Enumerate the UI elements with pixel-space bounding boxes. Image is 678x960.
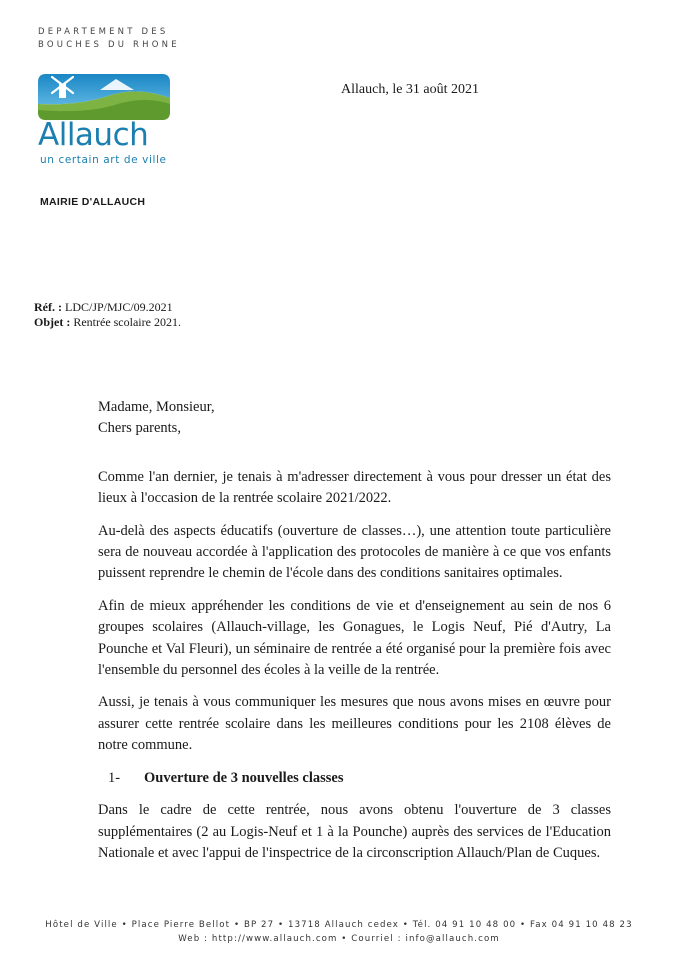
logo-tagline: un certain art de ville — [40, 154, 167, 166]
section-heading-1 — [108, 768, 611, 789]
footer-contact: Web : http://www.allauch.com • Courriel : info@allauch.com — [178, 934, 500, 944]
reference-block — [34, 300, 181, 330]
ref-label: Réf. : — [34, 300, 62, 314]
department-line-2: BOUCHES DU RHONE — [38, 40, 180, 50]
logo-wordmark: Allauch — [38, 117, 149, 153]
ref-value: LDC/JP/MJC/09.2021 — [61, 300, 173, 314]
reference-line — [34, 300, 181, 315]
allauch-logo-icon — [38, 74, 170, 120]
paragraph-2: Au-delà des aspects éducatifs (ouverture de classes…), une attention toute particulière sera de nouveau accordée à l'application des protocoles de manière à ce que vos enfants puissent reprendre le chemin de l'école dans des conditions sanitaires optimales. — [98, 522, 611, 582]
department-line-1: DEPARTEMENT DES — [38, 27, 169, 37]
object-line — [34, 315, 181, 330]
greeting-line-1: Madame, Monsieur, — [98, 399, 215, 415]
department-header — [38, 26, 180, 52]
greeting — [98, 397, 611, 440]
mairie-label: MAIRIE D'ALLAUCH — [40, 196, 146, 208]
letter-date: Allauch, le 31 août 2021 — [341, 82, 480, 97]
paragraph-5: Dans le cadre de cette rentrée, nous avons obtenu l'ouverture de 3 classes supplémentaires (2 au Logis-Neuf et 1 à la Pounche) auprès des services de l'Education Nationale et avec l'appui de l'inspectrice de la circonscription Allauch/Plan de Cuques. — [98, 802, 611, 861]
greeting-line-2: Chers parents, — [98, 420, 181, 437]
footer-address: Hôtel de Ville • Place Pierre Bellot • BP 27 • 13718 Allauch cedex • Tél. 04 91 10 48 00 • Fax 04 91 10 48 23 — [45, 920, 633, 930]
section-title: Ouverture de 3 nouvelles classes — [144, 769, 344, 786]
paragraph-3: Afin de mieux appréhender les conditions de vie et d'enseignement au sein de nos 6 groupes scolaires (Allauch-village, les Gonagues, le Logis Neuf, Pié d'Autry, La Pounche et Val Fleuri), un séminaire de rentrée a été organisé pour la première fois avec l'ensemble du personnel des écoles à la veille de la rentrée. — [98, 597, 611, 679]
letter-body — [98, 397, 611, 864]
paragraph-1: Comme l'an dernier, je tenais à m'adresser directement à vous pour dresser un état des lieux à l'occasion de la rentrée scolaire 2021/2022. — [98, 468, 611, 507]
section-number: 1- — [108, 769, 121, 786]
paragraph-4: Aussi, je tenais à vous communiquer les mesures que nous avons mises en œuvre pour assurer cette rentrée scolaire dans les meilleures conditions pour les 2108 élèves de notre commune. — [98, 694, 611, 754]
object-value: Rentrée scolaire 2021. — [70, 315, 181, 329]
object-label: Objet : — [34, 315, 71, 329]
